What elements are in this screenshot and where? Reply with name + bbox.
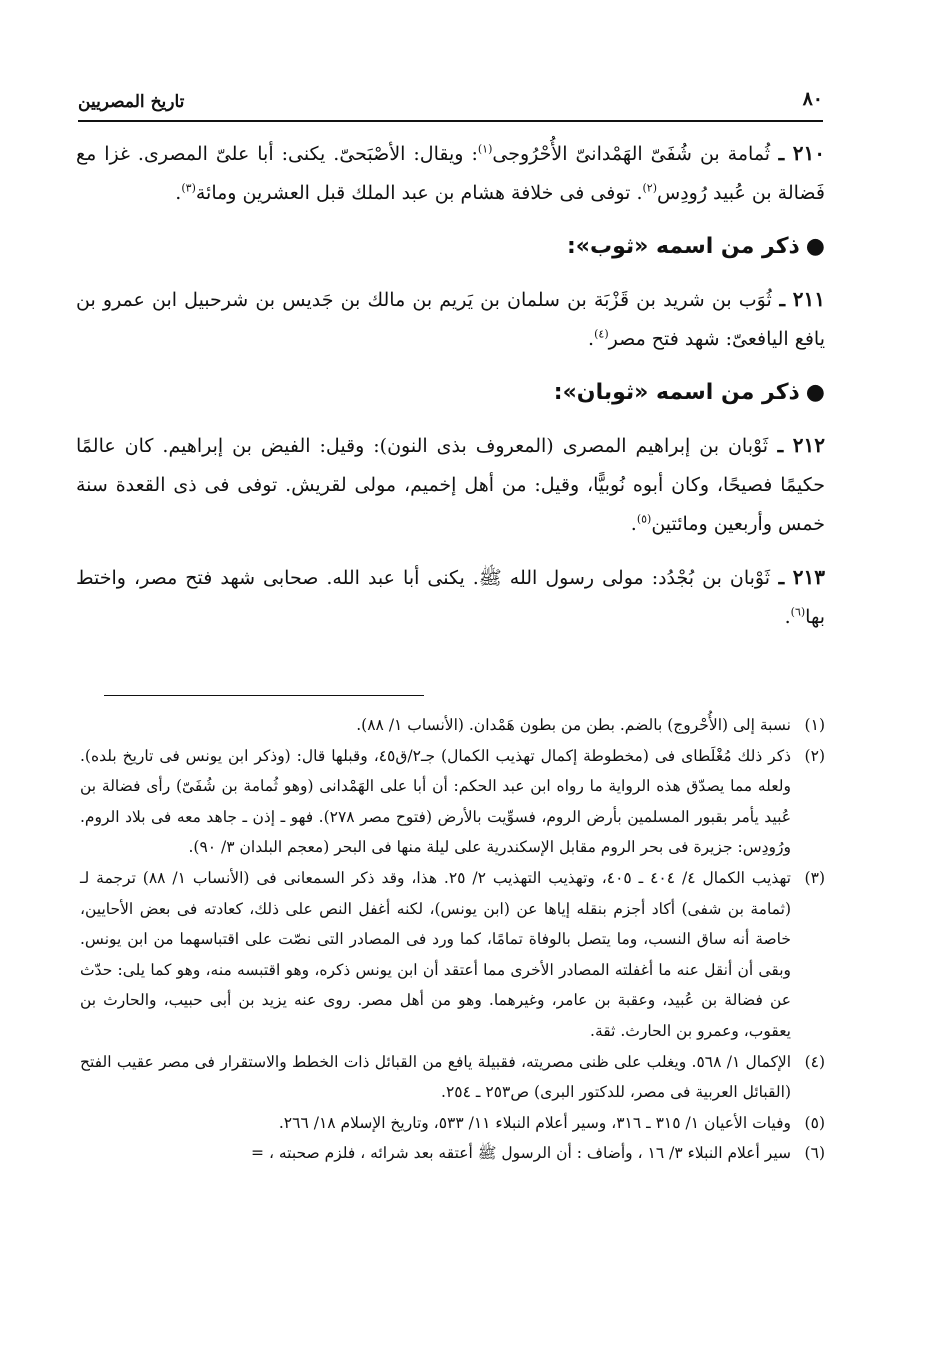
entry-text: ثُمامة بن شُفَىّ الهَمْدانىّ الأُحْرُوجى bbox=[492, 143, 771, 165]
footnote-text: سير أعلام النبلاء ٣/ ١٦ ، وأضاف : أن الرسول ﷺ أعتقه بعد شرائه ، فلزم صحبته ، = bbox=[251, 1144, 791, 1163]
page-header bbox=[78, 86, 823, 122]
footnote-text: نسبة إلى (الأُحْروج) بالضم. بطن من بطون هَمْدان. (الأنساب ١/ ٨٨). bbox=[356, 716, 791, 734]
footnote-number: (٦) bbox=[804, 1144, 825, 1163]
entry-212: ٢١٢ ـ ثَوْبان بن إبراهيم المصرى (المعروف بذى النون): وقيل: الفيض بن إبراهيم. كان عالمًا حكيمًا فصيحًا، وكان أبوه نُوبيًّا، وقيل: من أهل إخميم، مولى لقريش. توفى فى ذى القعدة سنة خمس وأربعين ومائتين$^{(٥)}$. bbox=[76, 433, 825, 535]
footnote bbox=[80, 741, 825, 863]
footnote bbox=[80, 1138, 825, 1169]
entry-text: ثَوْبان بن إبراهيم المصرى (المعروف بذى النون): وقيل: الفيض بن إبراهيم. كان عالمًا حكيمًا فصيحًا، وكان أبوه نُوبيًّا، وقيل: من أهل إخميم، مولى لقريش. توفى فى ذى القعدة سنة خمس وأربعين ومائتين bbox=[76, 435, 825, 535]
entry-end: . bbox=[630, 513, 637, 535]
footnote-ref: (١) bbox=[477, 142, 493, 156]
main-text bbox=[76, 134, 825, 651]
entry-end: . bbox=[588, 328, 595, 350]
footnote-number: (٥) bbox=[804, 1113, 825, 1132]
page-number: ٨٠ bbox=[802, 88, 823, 110]
entry-number: ٢١٣ bbox=[792, 565, 825, 589]
footnote bbox=[80, 710, 825, 741]
footnote-ref: (٣) bbox=[181, 181, 196, 195]
bullet-icon: ● bbox=[805, 234, 825, 259]
footnote-ref: (٥) bbox=[636, 512, 652, 526]
entry-text: ثَوْبان بن بُجْدُد: مولى رسول الله ﷺ. يكنى أبا عبد الله. صحابى شهد فتح مصر، واختط بها bbox=[76, 567, 825, 628]
running-title: تاريخ المصريين bbox=[78, 92, 185, 112]
footnote-text: الإكمال ١/ ٥٦٨. ويغلب على ظنى مصريته، فقبيلة يافع من القبائل ذات الخطط والاستقرار فى مصر عقيب الفتح (القبائل العربية فى مصر، للدكتور البرى) ص٢٥٣ ـ ٢٥٤. bbox=[80, 1052, 792, 1102]
footnote bbox=[80, 1108, 825, 1139]
entry-end: . bbox=[175, 182, 182, 204]
footnote-ref: (٦) bbox=[790, 605, 806, 619]
section-heading bbox=[76, 373, 825, 412]
footnote-number: (١) bbox=[804, 716, 825, 734]
footnote-ref: (٤) bbox=[594, 327, 609, 341]
entry-text: : ويقال: الأصْبَحىّ. يكنى: أبا علىّ المصرى. غزا مع فَضالة بن عُبيد رُودِس bbox=[76, 143, 825, 204]
footnote-number: (٤) bbox=[804, 1052, 826, 1071]
entry-number: ٢١٠ bbox=[792, 141, 825, 165]
entry-text: . توفى فى خلافة هشام بن عبد الملك قبل العشرين ومائة bbox=[195, 182, 643, 204]
footnote-number: (٣) bbox=[804, 868, 825, 887]
entry-number: ٢١١ bbox=[792, 287, 825, 311]
footnote-divider bbox=[104, 695, 424, 696]
footnote-text: تهذيب الكمال ٤/ ٤٠٤ ـ ٤٠٥، وتهذيب التهذيب ٢/ ٢٥. هذا، وقد ذكر السمعانى فى (الأنساب ١/ ٨٨) ترجمة لـ (ثمامة بن شفى) أكاد أجزم بنقله إياها عن (ابن يونس)، لكنه أغفل النص على ذلك، كعادته فى بعض الأحايين، خاصة أنه ساق النسب، وما يتصل بالوفاة تمامًا، كما ورد فى المصادر التى نصّت على اقتباسهما من ابن يونس. وبقى أن أنقل عنه ما أغفلته المصادر الأخرى مما أعتقد أن ابن يونس ذكره، وهو اقتبسه منه، وهو كما يلى: حدّث عن فضالة بن عُبيد، وعقبة بن عامر، وغيرهما. وهو من أهل مصر. روى عنه يزيد بن أبى حبيب، والحارث بن يعقوب، وعمرو بن الحارث. ثقة. bbox=[80, 868, 791, 1040]
footnote bbox=[80, 1047, 825, 1108]
entry-text: ثُوَب بن شريد بن قَزْبَة بن سلمان بن يَريم بن مالك بن جَديس بن شرحبيل ابن عمرو بن يافع اليافعىّ: شهد فتح مصر bbox=[76, 289, 825, 350]
footnote-text: ذكر ذلك مُغْلَطاى فى (مخطوطة إكمال تهذيب الكمال) جـ٢/ق٤٥، وقبلها قال: (وذكر ابن يونس فى تاريخ بلده). ولعله مما يصدّق هذه الرواية ما رواه ابن عبد الحكم: أن أبا على الهَمْدانى (وهو ثُمامة بن شُفَىّ) رأى فضالة بن عُبيد يأمر بقبور المسلمين بأرض الروم، فسوِّيت بالأرض (فتوح مصر ٢٧٨). فهو ـ إذن ـ جاهد معه فى بلاد الروم. ورُودِس: جزيرة فى بحر الروم مقابل الإسكندرية على ليلة منها فى البحر (معجم البلدان ٣/ ٩٠). bbox=[80, 746, 792, 857]
bullet-icon: ● bbox=[805, 380, 825, 405]
footnote-number: (٢) bbox=[804, 746, 825, 765]
entry-210: ٢١٠ ـ ثُمامة بن شُفَىّ الهَمْدانىّ الأُحْرُوجى$^{(١)}$: ويقال: الأصْبَحىّ. يكنى: أبا علىّ المصرى. غزا مع فَضالة بن عُبيد رُودِس$^{(٢)}$. توفى فى خلافة هشام بن عبد الملك قبل العشرين ومائة$^{(٣)}$. bbox=[76, 141, 825, 204]
footnotes bbox=[80, 710, 825, 1169]
entry-211: ٢١١ ـ ثُوَب بن شريد بن قَزْبَة بن سلمان بن يَريم بن مالك بن جَديس بن شرحبيل ابن عمرو بن يافع اليافعىّ: شهد فتح مصر$^{(٤)}$. bbox=[76, 287, 825, 350]
entry-213: ٢١٣ ـ ثَوْبان بن بُجْدُد: مولى رسول الله ﷺ. يكنى أبا عبد الله. صحابى شهد فتح مصر، واختط بها$^{(٦)}$. bbox=[76, 565, 825, 628]
section-heading-text: ذكر من اسمه «ثوب»: bbox=[566, 234, 800, 259]
section-heading-text: ذكر من اسمه «ثوبان»: bbox=[553, 380, 800, 405]
footnote-ref: (٢) bbox=[642, 181, 658, 195]
footnote bbox=[80, 863, 825, 1047]
entry-number: ٢١٢ bbox=[792, 433, 825, 457]
section-heading bbox=[76, 227, 825, 266]
entry-end: . bbox=[784, 606, 791, 628]
footnote-text: وفيات الأعيان ١/ ٣١٥ ـ ٣١٦، وسير أعلام النبلاء ١١/ ٥٣٣، وتاريخ الإسلام ١٨/ ٢٦٦. bbox=[278, 1113, 791, 1132]
